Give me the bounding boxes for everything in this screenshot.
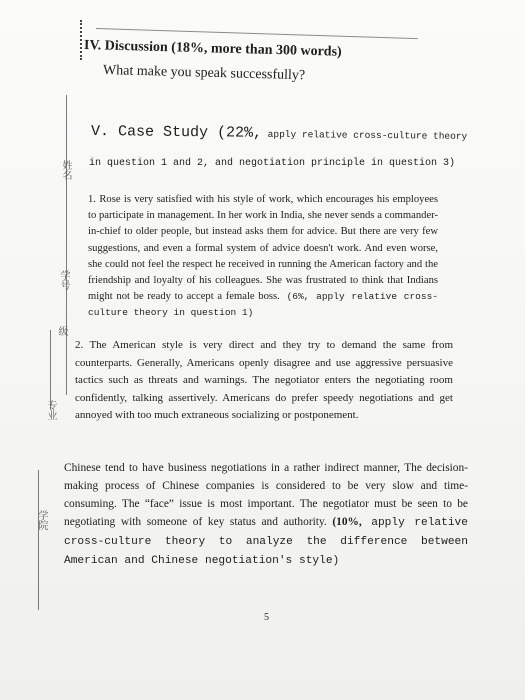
case-3-text: Chinese tend to have business negotiations in a rather indirect manner, The decision-making process of Chinese companies is considered to be very slow and time-consuming. The “face” issue is most important. The negotiator must be seen to be negotiating with someone of key status and authority. (64, 462, 468, 528)
top-rule (96, 28, 418, 39)
case-1-text: 1. Rose is very satisfied with his style of work, which encourages his employees to participate in management. In her work in India, she never sends a commander-in-chief to older people, but instead asks them for advice. But there are very few suggestions, and even a formal system of advice doesn't work. And even worse, she could not feel the respect he received in running the American factory and the friendship and loyalty of his colleagues. She was frustrated to think that Indians might not be ready to accept a female boss. (88, 194, 438, 303)
binding-dotted-line (80, 20, 82, 60)
case-1-instruction: (6%, apply relative cross-culture theory in question 1) (88, 291, 438, 319)
section-5-heading-large: V. Case Study (22%, (90, 123, 263, 142)
binding-line-lower (38, 470, 39, 610)
margin-label-college: 学院 (36, 510, 47, 530)
case-2-paragraph: 2. The American style is very direct and they try to demand the same from counterparts. Generally, Americans openly disagree and use aggressive persuasive tactics such as threats and warnings. The negotiator enters the negotiating room confidently, talking assertively. Americans do prefer speedy negotiations and get annoyed with too much extraneous socializing or postponement. (75, 339, 453, 421)
binding-line-upper (66, 95, 67, 395)
margin-label-class: 级 (56, 326, 67, 336)
margin-label-major: 专业 (45, 400, 56, 420)
binding-line-mid (50, 330, 51, 410)
case-1-paragraph (88, 192, 438, 322)
section-5-heading-small: apply relative cross-culture theory (261, 128, 468, 142)
margin-label-student-id: 学号 (58, 270, 69, 290)
page-number: 5 (264, 612, 269, 623)
case-3-paragraph (64, 459, 468, 570)
section-5-heading-continued: in question 1 and 2, and negotiation principle in question 3) (89, 158, 456, 169)
section-5-heading (91, 122, 467, 144)
case-3-instruction: apply relative cross-culture theory to analyze the difference between American and Chinese negotiation's style) (64, 517, 468, 567)
section-4-question: What make you speak successfully? (102, 63, 306, 84)
case-3-weight: (10%, (326, 516, 362, 528)
section-4-heading: IV. Discussion (18%, more than 300 words) (83, 38, 342, 60)
margin-label-name: 姓名 (60, 160, 71, 180)
